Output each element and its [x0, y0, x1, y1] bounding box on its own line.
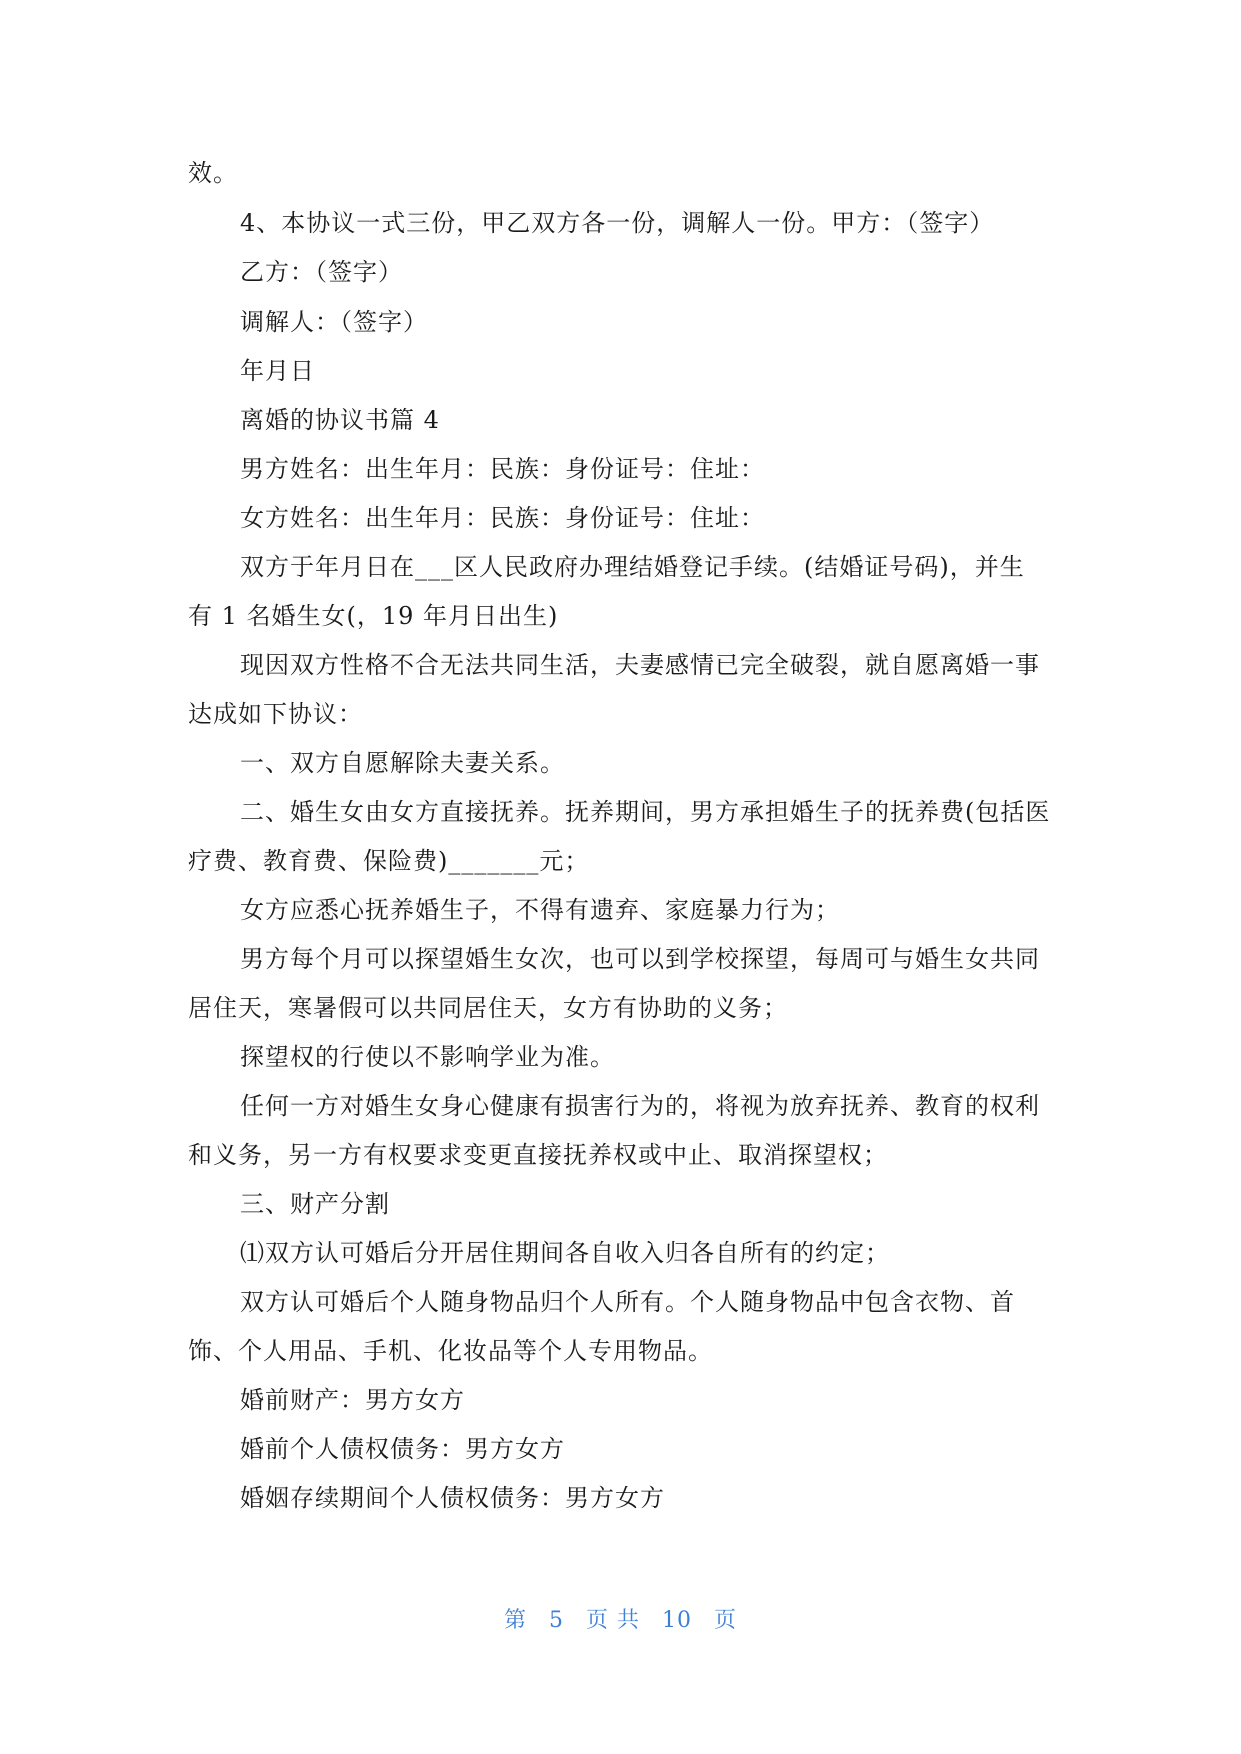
text-line: 男方每个月可以探望婚生女次，也可以到学校探望，每周可与婚生女共同 [240, 945, 1040, 973]
text-line: 有 1 名婚生女(，19 年月日出生) [188, 602, 559, 630]
text-line: 达成如下协议： [188, 700, 363, 728]
text-line: 年月日 [240, 357, 315, 385]
text-line: 效。 [188, 159, 238, 187]
text-line: 男方姓名：出生年月：民族：身份证号：住址： [240, 455, 765, 483]
text-line: 双方于年月日在___区人民政府办理结婚登记手续。(结婚证号码)，并生 [240, 553, 1025, 581]
page-footer [0, 1607, 1241, 1635]
text-line: 现因双方性格不合无法共同生活，夫妻感情已完全破裂，就自愿离婚一事 [240, 651, 1040, 679]
text-line: 二、婚生女由女方直接抚养。抚养期间，男方承担婚生子的抚养费(包括医 [240, 798, 1051, 826]
text-line: 饰、个人用品、手机、化妆品等个人专用物品。 [188, 1337, 713, 1365]
text-line: 调解人：（签字） [240, 308, 428, 336]
text-line: 疗费、教育费、保险费)_______元； [188, 847, 590, 875]
text-line: 女方应悉心抚养婚生子，不得有遗弃、家庭暴力行为； [240, 896, 840, 924]
text-line: 一、双方自愿解除夫妻关系。 [240, 749, 565, 777]
text-line: ⑴双方认可婚后分开居住期间各自收入归各自所有的约定； [240, 1239, 890, 1267]
text-line: 探望权的行使以不影响学业为准。 [240, 1043, 615, 1071]
text-line: 婚姻存续期间个人债权债务：男方女方 [240, 1484, 665, 1512]
section-heading: 三、财产分割 [240, 1190, 390, 1218]
footer-total-pages: 10 [662, 1608, 692, 1633]
section-heading: 离婚的协议书篇 4 [240, 406, 440, 434]
text-line: 居住天，寒暑假可以共同居住天，女方有协助的义务； [188, 994, 788, 1022]
text-line: 女方姓名：出生年月：民族：身份证号：住址： [240, 504, 765, 532]
footer-label-of: 页 共 [586, 1608, 640, 1633]
text-line: 乙方：（签字） [240, 258, 403, 286]
text-line: 任何一方对婚生女身心健康有损害行为的，将视为放弃抚养、教育的权利 [240, 1092, 1040, 1120]
text-line: 婚前个人债权债务：男方女方 [240, 1435, 565, 1463]
text-line: 和义务，另一方有权要求变更直接抚养权或中止、取消探望权； [188, 1141, 888, 1169]
text-line: 4、本协议一式三份，甲乙双方各一份，调解人一份。甲方：（签字） [240, 209, 995, 237]
text-line: 双方认可婚后个人随身物品归个人所有。个人随身物品中包含衣物、首 [240, 1288, 1015, 1316]
footer-label-page: 第 [503, 1608, 527, 1633]
footer-label-end: 页 [714, 1608, 738, 1633]
footer-current-page: 5 [549, 1608, 564, 1633]
text-line: 婚前财产：男方女方 [240, 1386, 465, 1414]
